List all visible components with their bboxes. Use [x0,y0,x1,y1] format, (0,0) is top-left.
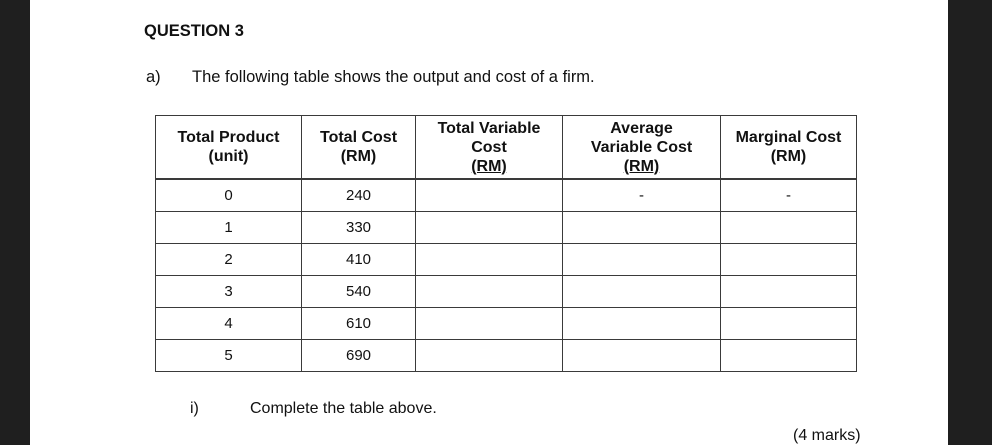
part-a-text: The following table shows the output and cost of a firm. [192,68,595,86]
sub-question-label: i) [190,400,199,417]
left-dark-border [0,0,30,445]
cell-total-cost: 330 [302,212,416,244]
cell-average-variable-cost [563,308,721,340]
cell-total-cost: 690 [302,340,416,372]
header-total-product: Total Product (unit) [156,116,302,180]
cell-total-product: 4 [156,308,302,340]
cell-marginal-cost [721,212,857,244]
table-row [156,276,857,308]
cell-total-cost: 610 [302,308,416,340]
header-total-cost: Total Cost (RM) [302,116,416,180]
cell-total-product: 0 [156,179,302,212]
header-marginal-cost: Marginal Cost (RM) [721,116,857,180]
cell-total-cost: 410 [302,244,416,276]
table-row [156,244,857,276]
right-dark-border [948,0,992,445]
marks-label: (4 marks) [793,427,861,444]
cell-total-variable-cost [416,308,563,340]
cell-total-cost: 540 [302,276,416,308]
cell-marginal-cost: - [721,179,857,212]
cell-total-variable-cost [416,179,563,212]
cell-average-variable-cost [563,212,721,244]
sub-question-text: Complete the table above. [250,400,437,417]
cell-marginal-cost [721,308,857,340]
part-a-label: a) [146,68,161,86]
table-row [156,212,857,244]
cell-average-variable-cost [563,244,721,276]
cell-total-product: 5 [156,340,302,372]
header-average-variable-cost: Average Variable Cost (RM) [563,116,721,180]
cell-total-product: 2 [156,244,302,276]
cell-total-product: 1 [156,212,302,244]
question-title: QUESTION 3 [144,22,244,40]
table-row [156,308,857,340]
cost-table [155,115,857,372]
cell-total-cost: 240 [302,179,416,212]
cell-marginal-cost [721,244,857,276]
cell-marginal-cost [721,340,857,372]
table-row [156,340,857,372]
header-total-variable-cost: Total Variable Cost (RM) [416,116,563,180]
cell-total-variable-cost [416,276,563,308]
cell-total-variable-cost [416,212,563,244]
cell-average-variable-cost: - [563,179,721,212]
cell-total-product: 3 [156,276,302,308]
cell-total-variable-cost [416,340,563,372]
cell-average-variable-cost [563,340,721,372]
cell-total-variable-cost [416,244,563,276]
cell-average-variable-cost [563,276,721,308]
table-row [156,179,857,212]
table-header-row [156,116,857,180]
cell-marginal-cost [721,276,857,308]
